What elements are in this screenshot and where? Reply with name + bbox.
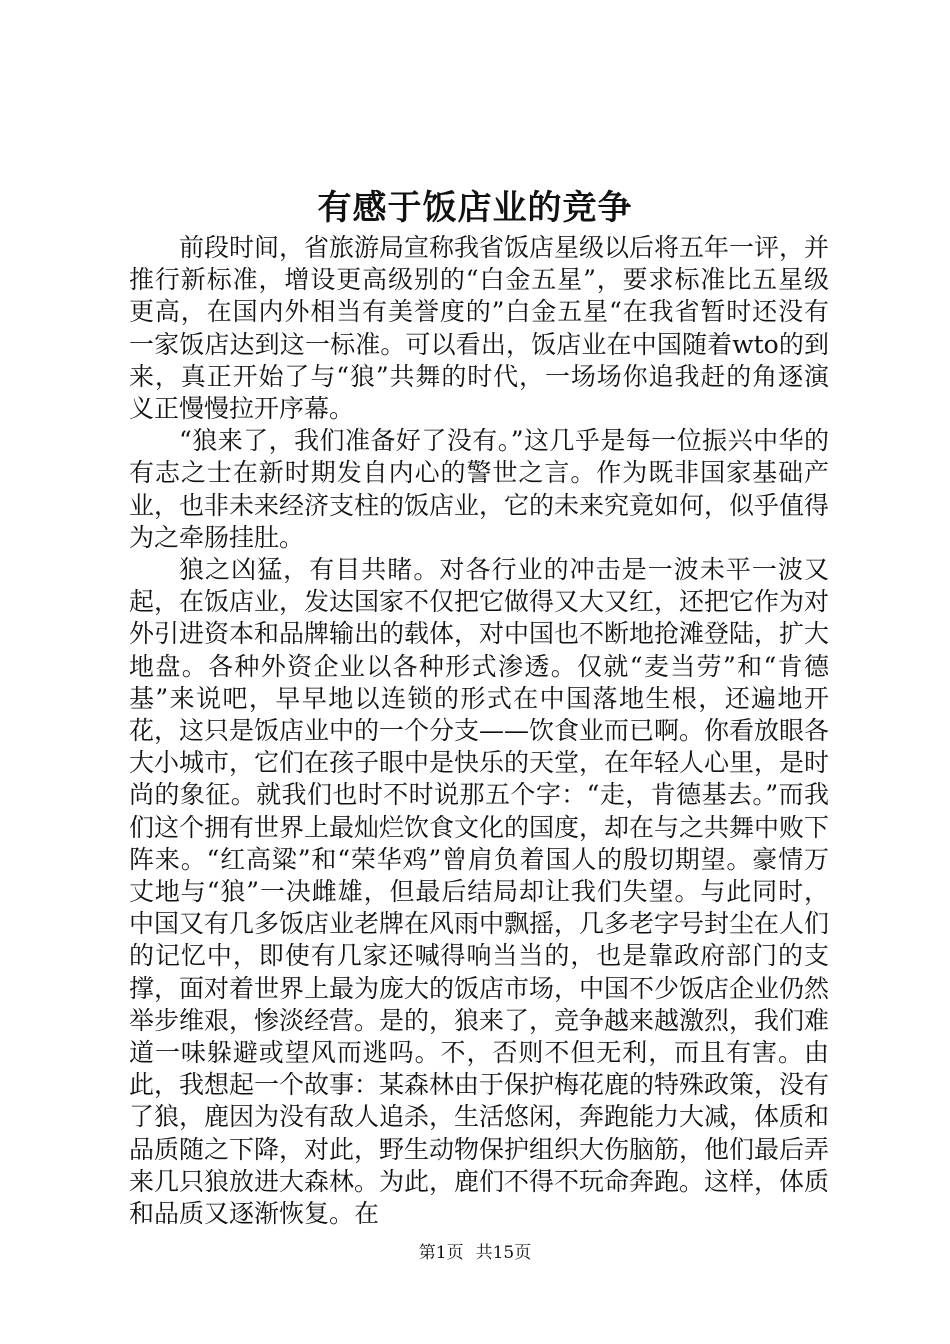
paragraph: 前段时间，省旅游局宣称我省饭店星级以后将五年一评，并推行新标准，增设更高级别的“白金五星”，要求标准比五星级更高，在国内外相当有美誉度的”白金五星“在我省暂时还没有一家饭店达到这一标准。可以看出，饭店业在中国随着wto的到来，真正开始了与“狼”共舞的时代，一场场你追我赶的角逐演义正慢慢拉开序幕。 xyxy=(129,233,830,424)
paragraph: 狼之凶猛，有目共睹。对各行业的冲击是一波未平一波又起，在饭店业，发达国家不仅把它做得又大又红，还把它作为对外引进资本和品牌输出的载体，对中国也不断地抢滩登陆，扩大地盘。各种外资企业以各种形式渗透。仅就“麦当劳”和“肯德基”来说吧，早早地以连锁的形式在中国落地生根，还遍地开花，这只是饭店业中的一个分支——饮食业而已啊。你看放眼各大小城市，它们在孩子眼中是快乐的天堂，在年轻人心里，是时尚的象征。就我们也时不时说那五个字：“走，肯德基去。”而我们这个拥有世界上最灿烂饮食文化的国度，却在与之共舞中败下阵来。“红高粱”和“荣华鸡”曾肩负着国人的殷切期望。豪情万丈地与“狼”一决雌雄，但最后结局却让我们失望。与此同时，中国又有几多饭店业老牌在风雨中飘摇，几多老字号封尘在人们的记忆中，即使有几家还喊得响当当的，也是靠政府部门的支撑，面对着世界上最为庞大的饭店市场，中国不少饭店企业仍然举步维艰，惨淡经营。是的，狼来了，竞争越来越激烈，我们难道一味躲避或望风而逃吗。不，否则不但无利，而且有害。由此，我想起一个故事：某森林由于保护梅花鹿的特殊政策，没有了狼，鹿因为没有敌人追杀，生活悠闲，奔跑能力大减，体质和品质随之下降，对此，野生动物保护组织大伤脑筋，他们最后弄来几只狼放进大森林。为此，鹿们不得不玩命奔跑。这样，体质和品质又逐渐恢复。在 xyxy=(129,555,830,1229)
page-number: 第1页 xyxy=(418,1243,464,1263)
document-body xyxy=(129,232,829,1230)
paragraph: “狼来了，我们准备好了没有。”这几乎是每一位振兴中华的有志之士在新时期发自内心的警世之言。作为既非国家基础产业，也非未来经济支柱的饭店业，它的未来究竟如何，似乎值得为之牵肠挂肚。 xyxy=(129,426,830,552)
page-footer xyxy=(0,1241,950,1265)
page-total: 共15页 xyxy=(475,1243,532,1263)
document-title: 有感于饭店业的竞争 xyxy=(317,188,633,228)
